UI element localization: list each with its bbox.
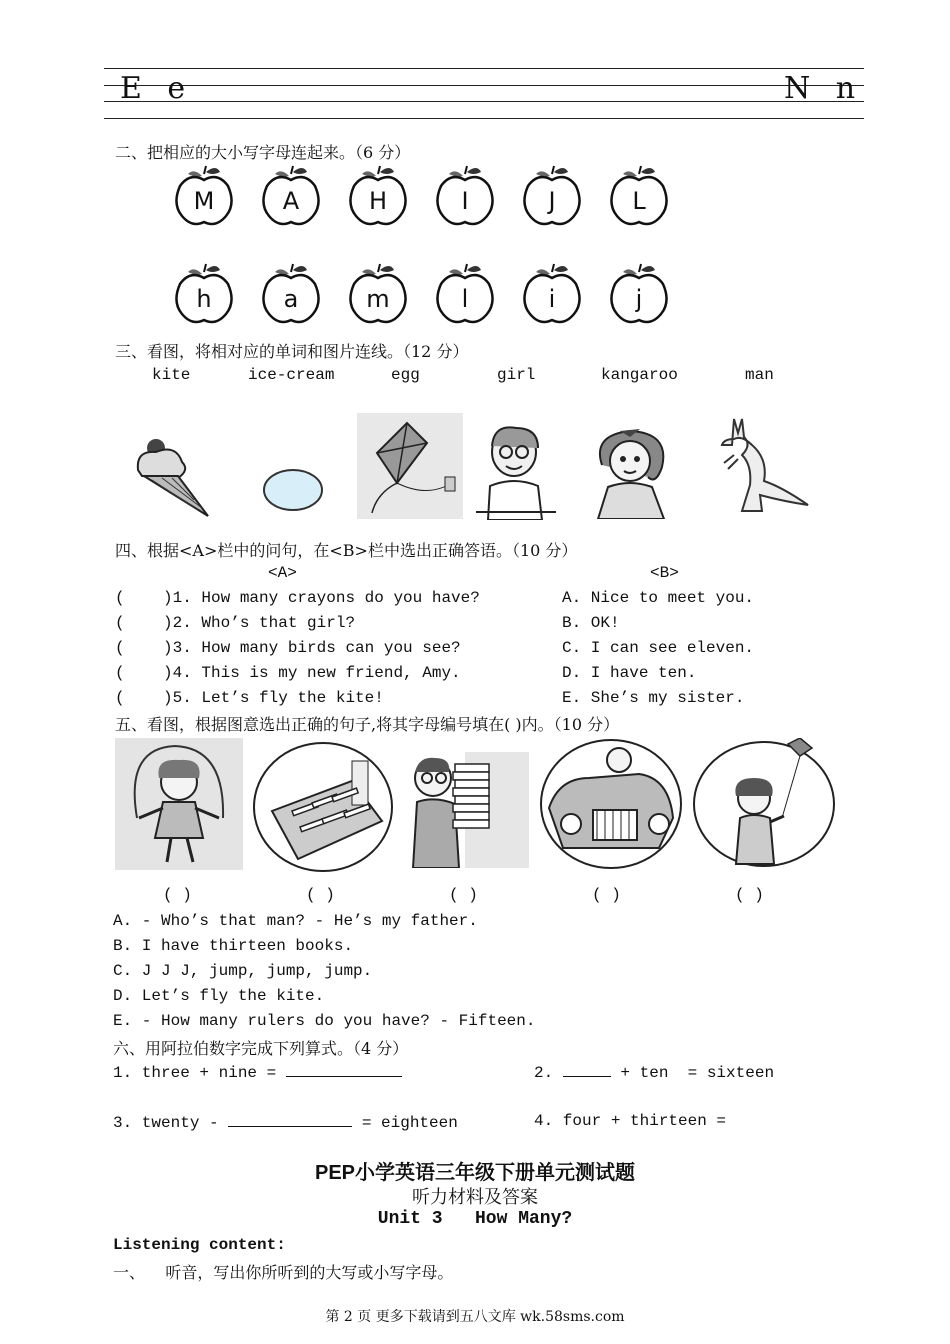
- upper-letter-4: I: [461, 187, 469, 215]
- answer-bracket-1[interactable]: ( ): [163, 886, 192, 904]
- column-a-header: <A>: [268, 564, 297, 582]
- option-c: C. J J J, jump, jump, jump.: [113, 962, 373, 980]
- lower-letter-1: h: [196, 285, 212, 313]
- answer-bracket-3[interactable]: ( ): [449, 886, 478, 904]
- listening-label: Listening content:: [113, 1236, 286, 1254]
- jump-rope-girl-picture: [115, 738, 243, 870]
- answer-3: C. I can see eleven.: [562, 639, 755, 657]
- upper-letter-6: L: [632, 187, 646, 215]
- egg-picture: [262, 467, 324, 513]
- upper-apple-6[interactable]: [607, 164, 671, 228]
- upper-letter-3: H: [368, 187, 388, 215]
- section3-title: 三、看图，将相对应的单词和图片连线。（12 分）: [115, 342, 469, 361]
- word-kangaroo: kangaroo: [601, 366, 678, 384]
- upper-apple-5[interactable]: [520, 164, 584, 228]
- upper-letter-2: A: [282, 187, 300, 215]
- lower-apple-6[interactable]: [607, 262, 671, 326]
- word-girl: girl: [497, 366, 536, 384]
- writing-line-1: [104, 68, 864, 69]
- kangaroo-picture: [712, 415, 812, 515]
- books-boy-picture: [405, 752, 529, 868]
- writing-line-4: [104, 118, 864, 119]
- lower-letter-6: j: [635, 285, 643, 313]
- answers-subtitle: 听力材料及答案: [412, 1187, 538, 1208]
- math-question-4: 4. four + thirteen =: [534, 1112, 727, 1130]
- math-blank-2[interactable]: [563, 1062, 611, 1077]
- answer-2: B. OK!: [562, 614, 620, 632]
- writing-line-3: [104, 101, 864, 102]
- lower-letter-4: l: [461, 285, 469, 313]
- question-2: ( )2. Who’s that girl?: [115, 614, 356, 632]
- question-1: ( )1. How many crayons do you have?: [115, 589, 480, 607]
- upper-apple-4[interactable]: [433, 164, 497, 228]
- column-b-header: <B>: [650, 564, 679, 582]
- math-question-2: 2. + ten = sixteen: [534, 1064, 775, 1082]
- word-egg: egg: [391, 366, 420, 384]
- upper-letter-5: J: [548, 187, 556, 215]
- word-kite: kite: [152, 366, 191, 384]
- answers-title: PEP小学英语三年级下册单元测试题: [314, 1162, 636, 1184]
- section5-title: 五、看图，根据图意选出正确的句子,将其字母编号填在( )内。（10 分）: [115, 715, 620, 734]
- answer-bracket-2[interactable]: ( ): [306, 886, 335, 904]
- answer-5: E. She’s my sister.: [562, 689, 745, 707]
- lower-letter-3: m: [366, 285, 390, 313]
- lower-letter-2: a: [283, 285, 299, 313]
- word-ice-cream: ice-cream: [248, 366, 335, 384]
- math-question-3: 3. twenty - = eighteen: [113, 1114, 458, 1132]
- answer-bracket-5[interactable]: ( ): [735, 886, 764, 904]
- lower-apple-5[interactable]: [520, 262, 584, 326]
- option-d: D. Let’s fly the kite.: [113, 987, 325, 1005]
- upper-apple-3[interactable]: [346, 164, 410, 228]
- answer-bracket-4[interactable]: ( ): [592, 886, 621, 904]
- rulers-desk-picture: [252, 741, 394, 873]
- upper-letter-1: M: [193, 187, 215, 215]
- math-blank-1[interactable]: [286, 1062, 402, 1077]
- math-blank-3[interactable]: [228, 1112, 352, 1127]
- question-4: ( )4. This is my new friend, Amy.: [115, 664, 461, 682]
- writing-line-2: [104, 85, 864, 86]
- answer-1: A. Nice to meet you.: [562, 589, 755, 607]
- section2-title: 二、把相应的大小写字母连起来。（6 分）: [115, 143, 411, 162]
- lower-apple-4[interactable]: [433, 262, 497, 326]
- upper-apple-2[interactable]: [259, 164, 323, 228]
- word-man: man: [745, 366, 774, 384]
- girl-picture: [590, 425, 674, 519]
- upper-apple-1[interactable]: [172, 164, 236, 228]
- lower-apple-3[interactable]: [346, 262, 410, 326]
- ice-cream-picture: [128, 430, 212, 520]
- lower-apple-2[interactable]: [259, 262, 323, 326]
- question-3: ( )3. How many birds can you see?: [115, 639, 461, 657]
- answer-4: D. I have ten.: [562, 664, 697, 682]
- man-picture: [474, 422, 558, 520]
- lower-apple-1[interactable]: [172, 262, 236, 326]
- car-father-picture: [539, 738, 683, 870]
- section4-title: 四、根据<A>栏中的问句，在<B>栏中选出正确答语。（10 分）: [115, 541, 578, 560]
- kite-girl-picture: [692, 738, 836, 868]
- math-question-1: 1. three + nine =: [113, 1062, 402, 1082]
- writing-letters-right: N n: [784, 71, 864, 106]
- listening-item-1: 一、 听音，写出你所听到的大写或小写字母。: [113, 1263, 454, 1282]
- kite-picture: [357, 413, 463, 519]
- page-footer: 第 2 页 更多下载请到五八文库 wk.58sms.com: [325, 1309, 625, 1325]
- lower-letter-5: i: [548, 285, 556, 313]
- section6-title: 六、用阿拉伯数字完成下列算式。（4 分）: [113, 1039, 409, 1058]
- option-a: A. - Who’s that man? - He’s my father.: [113, 912, 478, 930]
- option-e: E. - How many rulers do you have? - Fifteen.: [113, 1012, 536, 1030]
- unit-heading: Unit 3 How Many?: [377, 1209, 573, 1229]
- question-5: ( )5. Let’s fly the kite!: [115, 689, 384, 707]
- option-b: B. I have thirteen books.: [113, 937, 354, 955]
- writing-letters-left: E e: [120, 71, 194, 106]
